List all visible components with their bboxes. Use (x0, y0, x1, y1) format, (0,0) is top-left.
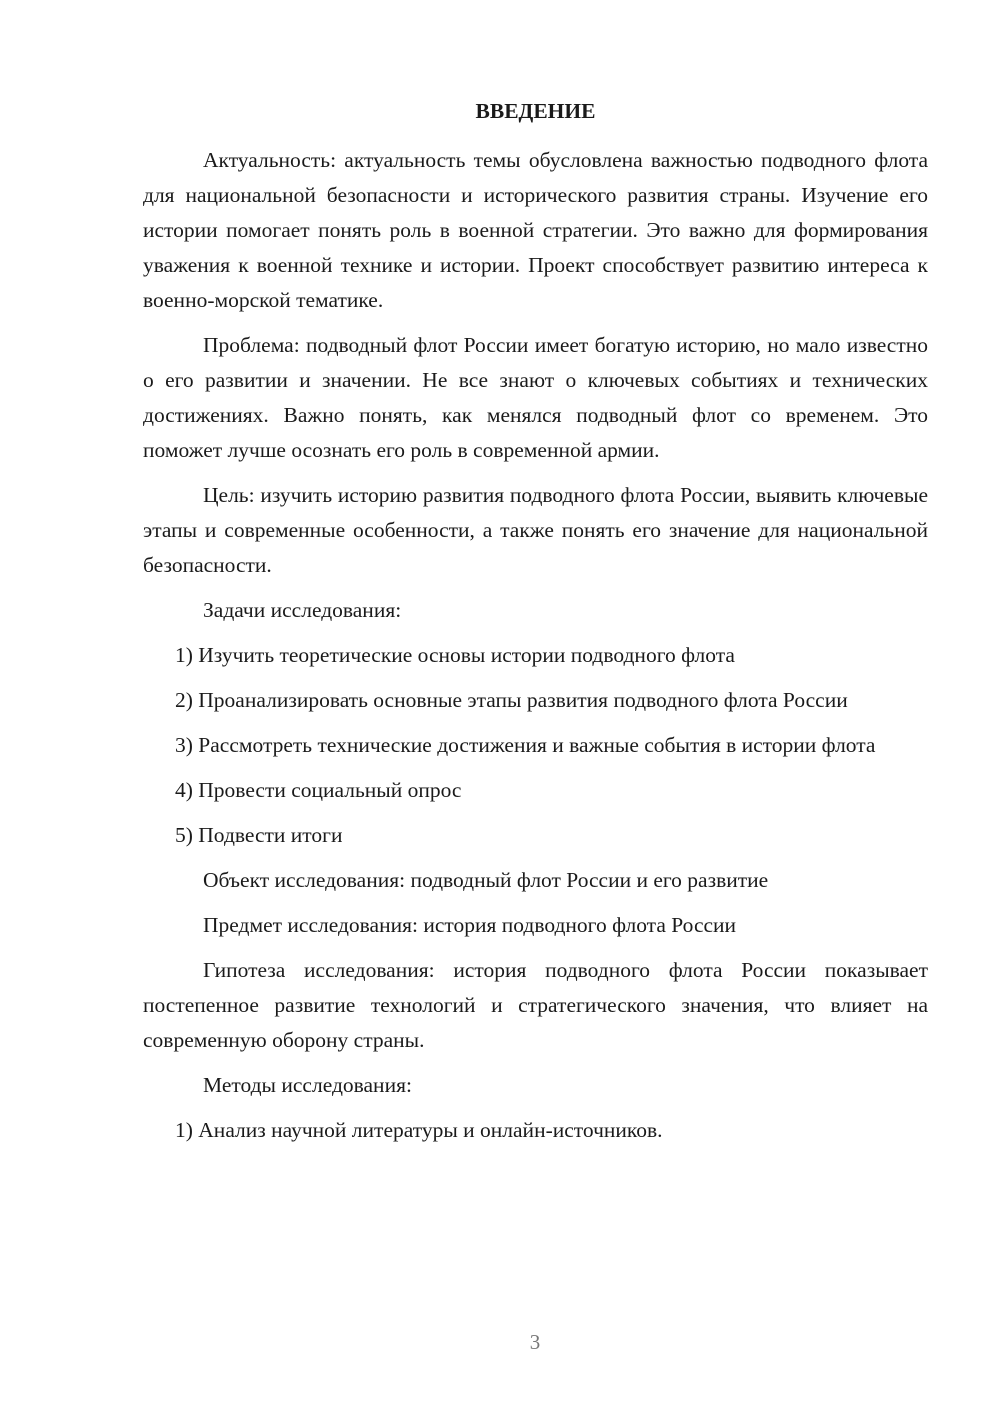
task-item-5: 5) Подвести итоги (175, 823, 343, 847)
method-item-1: 1) Анализ научной литературы и онлайн-источников. (175, 1118, 663, 1142)
task-item-2: 2) Проанализировать основные этапы развития подводного флота России (175, 688, 848, 712)
paragraph-hypothesis: Гипотеза исследования: история подводного флота России показывает постепенное развитие технологий и стратегического значения, что влияет на современную оборону страны. (143, 958, 928, 1052)
paragraph-object: Объект исследования: подводный флот России и его развитие (203, 868, 769, 892)
paragraph-relevance: Актуальность: актуальность темы обусловлена важностью подводного флота для национальной безопасности и исторического развития страны. Изучение его истории помогает понять роль в военной стратегии. Это важно для формирования уважения к военной технике и истории. Проект способствует развитию интереса к военно-морской тематике. (143, 148, 928, 312)
paragraph-goal: Цель: изучить историю развития подводного флота России, выявить ключевые этапы и современные особенности, а также понять его значение для национальной безопасности. (143, 483, 928, 577)
document-page (143, 94, 928, 1158)
task-item-4: 4) Провести социальный опрос (175, 778, 462, 802)
page-number: 3 (529, 1330, 541, 1354)
paragraph-subject: Предмет исследования: история подводного флота России (203, 913, 737, 937)
paragraph-tasks-heading: Задачи исследования: (203, 598, 402, 622)
paragraph-methods-heading: Методы исследования: (203, 1073, 412, 1097)
paragraph-problem: Проблема: подводный флот России имеет богатую историю, но мало известно о его развитии и значении. Не все знают о ключевых событиях и технических достижениях. Важно понять, как менялся подводный флот со временем. Это поможет лучше осознать его роль в современной армии. (143, 333, 928, 462)
section-title: ВВЕДЕНИЕ (475, 99, 596, 123)
task-item-1: 1) Изучить теоретические основы истории подводного флота (175, 643, 735, 667)
task-item-3: 3) Рассмотреть технические достижения и важные события в истории флота (175, 733, 876, 757)
